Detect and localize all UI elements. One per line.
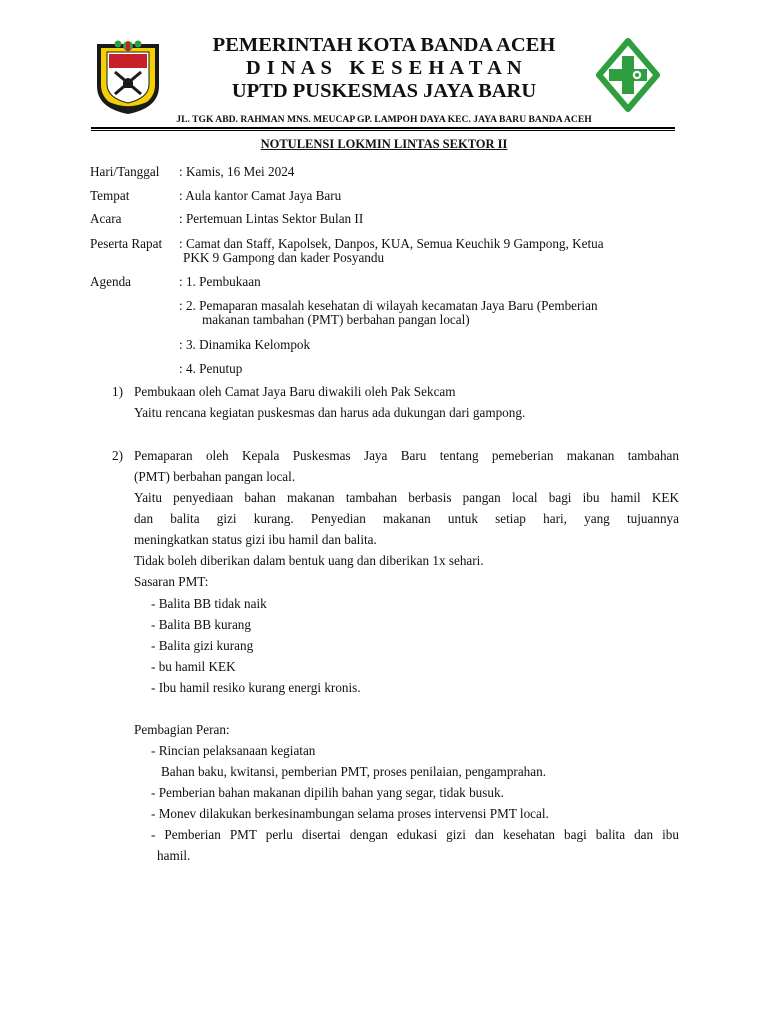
sasaran-label: Sasaran PMT: [134, 574, 209, 589]
header-department: D I N A S K E S E H A T A N [245, 57, 523, 79]
sasaran-item-5: - Ibu hamil resiko kurang energi kronis. [151, 680, 361, 695]
agenda-item-2: : 2. Pemaparan masalah kesehatan di wilayah kecamatan Jaya Baru (Pemberian [179, 298, 598, 313]
section-2-paragraph-line2: dan balita gizi kurang. Penyedian makanan untuk setiap hari, yang tujuannya [134, 511, 679, 526]
section-2-heading-line2: (PMT) berbahan pangan local. [134, 469, 296, 484]
header-puskesmas: UPTD PUSKESMAS JAYA BARU [231, 80, 537, 102]
info-value-participants: : Camat dan Staff, Kapolsek, Danpos, KUA, Semua Keuchik 9 Gampong, Ketua [179, 236, 604, 251]
sasaran-item-2: - Balita BB kurang [151, 617, 251, 632]
agenda-item-4: : 4. Penutup [179, 361, 243, 376]
header-address: JL. TGK ABD. RAHMAN MNS. MEUCAP GP. LAMPOH DAYA KEC. JAYA BARU BANDA ACEH [176, 114, 592, 125]
peran-item-4-cont: hamil. [157, 848, 191, 863]
header-rule-thin [91, 130, 675, 131]
section-2-paragraph-line3: meningkatkan status gizi ibu hamil dan balita. [134, 532, 377, 547]
info-label-participants: Peserta Rapat [90, 236, 163, 251]
info-value-date: : Kamis, 16 Mei 2024 [179, 164, 295, 179]
section-1-heading: Pembukaan oleh Camat Jaya Baru diwakili oleh Pak Sekcam [134, 384, 456, 399]
header-government: PEMERINTAH KOTA BANDA ACEH [212, 34, 556, 56]
agenda-item-1: : 1. Pembukaan [179, 274, 261, 289]
peran-item-4: - Pemberian PMT perlu disertai dengan edukasi gizi dan kesehatan bagi balita dan ibu [151, 827, 679, 842]
section-1-text: Yaitu rencana kegiatan puskesmas dan harus ada dukungan dari gampong. [134, 405, 526, 420]
sasaran-item-4: - bu hamil KEK [151, 659, 236, 674]
peran-item-3: - Monev dilakukan berkesinambungan selama proses intervensi PMT local. [151, 806, 549, 821]
peran-label: Pembagian Peran: [134, 722, 230, 737]
agenda-item-2-cont: makanan tambahan (PMT) berbahan pangan local) [202, 312, 470, 327]
agenda-label: Agenda [90, 274, 132, 289]
info-label-place: Tempat [90, 188, 130, 203]
info-label-date: Hari/Tanggal [90, 164, 160, 179]
peran-item-1-detail: Bahan baku, kwitansi, pemberian PMT, proses penilaian, pengamprahan. [161, 764, 547, 779]
info-label-event: Acara [90, 211, 122, 226]
info-value-place: : Aula kantor Camat Jaya Baru [179, 188, 342, 203]
info-value-event: : Pertemuan Lintas Sektor Bulan II [179, 211, 364, 226]
sasaran-item-3: - Balita gizi kurang [151, 638, 254, 653]
sasaran-item-1: - Balita BB tidak naik [151, 596, 267, 611]
document-title: NOTULENSI LOKMIN LINTAS SEKTOR II [260, 137, 508, 151]
info-value-participants-cont: PKK 9 Gampong dan kader Posyandu [183, 250, 385, 265]
section-1-number: 1) [112, 384, 123, 399]
section-2-paragraph-line1: Yaitu penyediaan bahan makanan tambahan berbasis pangan local bagi ibu hamil KEK [134, 490, 679, 505]
section-2-number: 2) [112, 448, 123, 463]
agenda-item-3: : 3. Dinamika Kelompok [179, 337, 311, 352]
peran-item-2: - Pemberian bahan makanan dipilih bahan yang segar, tidak busuk. [151, 785, 504, 800]
peran-item-1: - Rincian pelaksanaan kegiatan [151, 743, 316, 758]
section-2-paragraph-2: Tidak boleh diberikan dalam bentuk uang dan diberikan 1x sehari. [134, 553, 484, 568]
section-2-heading-line1: Pemaparan oleh Kepala Puskesmas Jaya Baru tentang pemeberian makanan tambahan [134, 448, 679, 463]
header-rule-thick [91, 127, 675, 129]
